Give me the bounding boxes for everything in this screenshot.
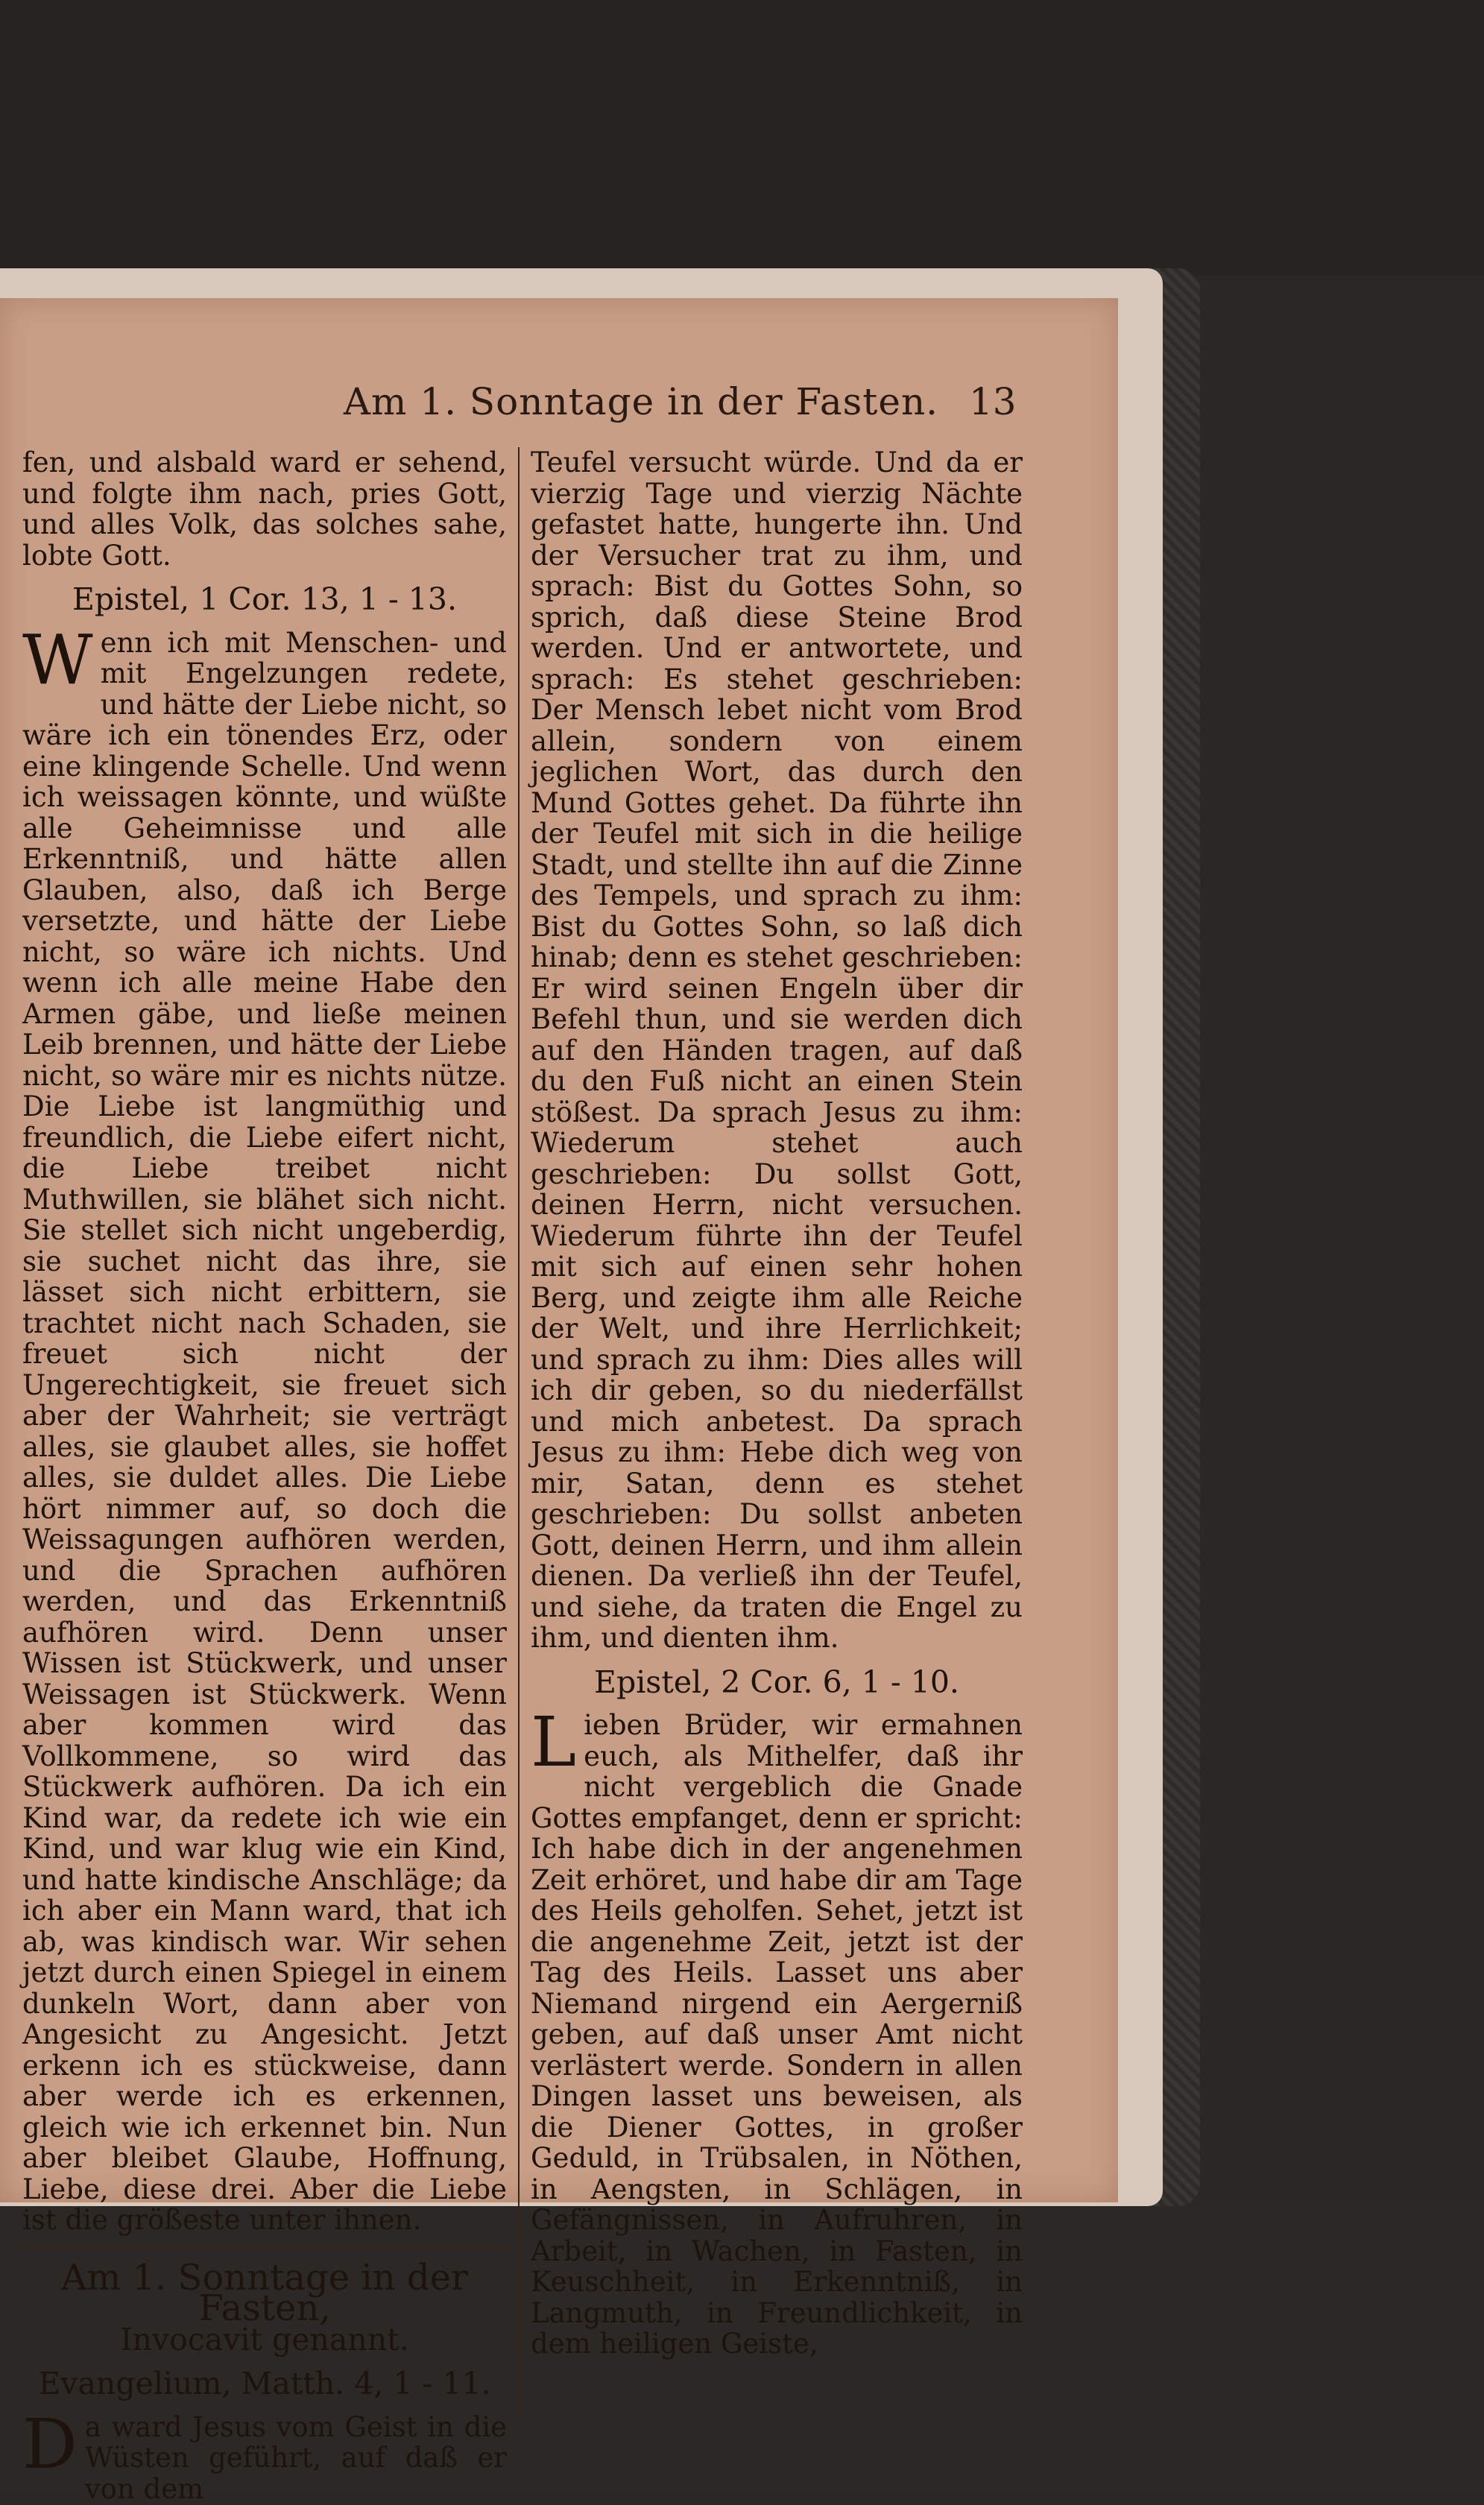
epistle-text-right: ieben Brüder, wir ermahnen euch, als Mithelfer, daß ihr nicht vergeblich die Gnade Gottes empfanget, denn er spricht: Ich habe dich in der angenehmen Zeit erhöret, und habe dir am Tage des Heils geholfen. Sehet, jetzt ist die angenehme Zeit, jetzt ist der Tag des Heils. Lasset uns aber Niemand nirgend ein Aergerniß geben, auf daß unser Amt nicht verlästert werde. Sondern in allen Dingen lasset uns beweisen, als die Diener Gottes, in großer Geduld, in Trübsalen, in Nöthen, in Aengsten, in Schlägen, in Gefängnissen, in Aufruhren, in Arbeit, in Wachen, in Fasten, in Keuschheit, in Erkenntniß, in Langmuth, in Freundlichkeit, in dem heiligen Geiste,	[531, 1709, 1023, 2360]
epistle-dropcap: W	[22, 619, 93, 700]
background-top	[0, 0, 1484, 276]
epistle-text: enn ich mit Menschen- und mit Engelzungen redete, und hätte der Liebe nicht, so wäre ich ein tönendes Erz, oder eine klingende Schelle. Und wenn ich weissagen könnte, und wüßte alle Geheimnisse und alle Erkenntniß, und hätte allen Glauben, also, daß ich Berge versetzte, und hätte der Liebe nicht, so wäre ich nichts. Und wenn ich alle meine Habe den Armen gäbe, und ließe meinen Leib brennen, und hätte der Liebe nicht, so wäre mir es nichts nütze. Die Liebe ist langmüthig und freundlich, die Liebe eifert nicht, die Liebe treibet nicht Muthwillen, sie blähet sich nicht. Sie stellet sich nicht ungeberdig, sie suchet nicht das ihre, sie lässet sich nicht erbittern, sie trachtet nicht nach Schaden, sie freuet sich nicht der Ungerechtigkeit, sie freuet sich aber der Wahrheit; sie verträgt alles, sie glaubet alles, sie hoffet alles, sie duldet alles. Die Liebe hört nimmer auf, so doch die Weissagungen aufhören werden, und die Sprachen aufhören werden, und das Erkenntniß aufhören wird. Denn unser Wissen ist Stückwerk, und unser Weissagen ist Stückwerk. Wenn aber kommen wird das Vollkommene, so wird das Stückwerk aufhören. Da ich ein Kind war, da redete ich wie ein Kind, und war klug wie ein Kind, und hatte kindische Anschläge; da ich aber ein Mann ward, that ich ab, was kindisch war. Wir sehen jetzt durch einen Spiegel in einem dunkeln Wort, dann aber von Angesicht zu Angesicht. Jetzt erkenn ich es stückweise, dann aber werde ich es erkennen, gleich wie ich erkennet bin. Nun aber bleibet Glaube, Hoffnung, Liebe, diese drei. Aber die Liebe ist die größeste unter ihnen.	[22, 626, 507, 2236]
epistle-heading-right: Epistel, 2 Cor. 6, 1 - 10.	[594, 1664, 959, 1700]
right-column	[531, 447, 1023, 2360]
gospel-continuation-text: fen, und alsbald ward er sehend, und folgte ihm nach, pries Gott, und alles Volk, das solches sahe, lobte Gott.	[22, 446, 507, 572]
left-column	[22, 447, 507, 2504]
gospel-heading: Evangelium, Matth. 4, 1 - 11.	[38, 2366, 491, 2401]
epistle-text-block-right	[531, 1702, 1023, 2360]
section-subtitle: Invocavit genannt.	[120, 2321, 409, 2357]
gospel-continuation-right: Teufel versucht würde. Und da er vierzig Tage und vierzig Nächte gefastet hatte, hungerte ihn. Und der Versucher trat zu ihm, und sprach: Bist du Gottes Sohn, so sprich, daß diese Steine Brod werden. Und er antwortete, und sprach: Es stehet geschrieben: Der Mensch lebet nicht vom Brod allein, sondern von einem jeglichen Wort, das durch den Mund Gottes gehet. Da führte ihn der Teufel mit sich in die heilige Stadt, und stellte ihn auf die Zinne des Tempels, und sprach zu ihm: Bist du Gottes Sohn, so laß dich hinab; denn es stehet geschrieben: Er wird seinen Engeln über dir Befehl thun, und sie werden dich auf den Händen tragen, auf daß du den Fuß nicht an einen Stein stößest. Da sprach Jesus zu ihm: Wiederum stehet auch geschrieben: Du sollst Gott, deinen Herrn, nicht versuchen. Wiederum führte ihn der Teufel mit sich auf einen sehr hohen Berg, und zeigte ihm alle Reiche der Welt, und ihre Herrlichkeit; und sprach zu ihm: Dies alles will ich dir geben, so du niederfällst und mich anbetest. Da sprach Jesus zu ihm: Hebe dich weg von mir, Satan, denn es stehet geschrieben: Du sollst anbeten Gott, deinen Herrn, und ihm allein dienen. Da verließ ihn der Teufel, und siehe, da traten die Engel zu ihm, und dienten ihm.	[531, 446, 1023, 1654]
epistle-heading: Epistel, 1 Cor. 13, 1 - 13.	[72, 581, 458, 617]
gospel-text-block	[22, 2404, 507, 2505]
page-number: 13	[969, 380, 1017, 423]
epistle-text-block	[22, 619, 507, 2236]
running-head: Am 1. Sonntage in der Fasten.	[343, 380, 939, 423]
book-page	[0, 298, 1118, 2505]
epistle-dropcap-right: L	[531, 1702, 577, 1782]
section-title: Am 1. Sonntage in der Fasten,	[61, 2256, 468, 2329]
gospel-dropcap: D	[22, 2404, 78, 2484]
section-divider	[22, 2246, 507, 2248]
gospel-text: a ward Jesus vom Geist in die Wüsten geführt, auf daß er von dem	[84, 2410, 507, 2505]
column-divider	[518, 447, 520, 2415]
